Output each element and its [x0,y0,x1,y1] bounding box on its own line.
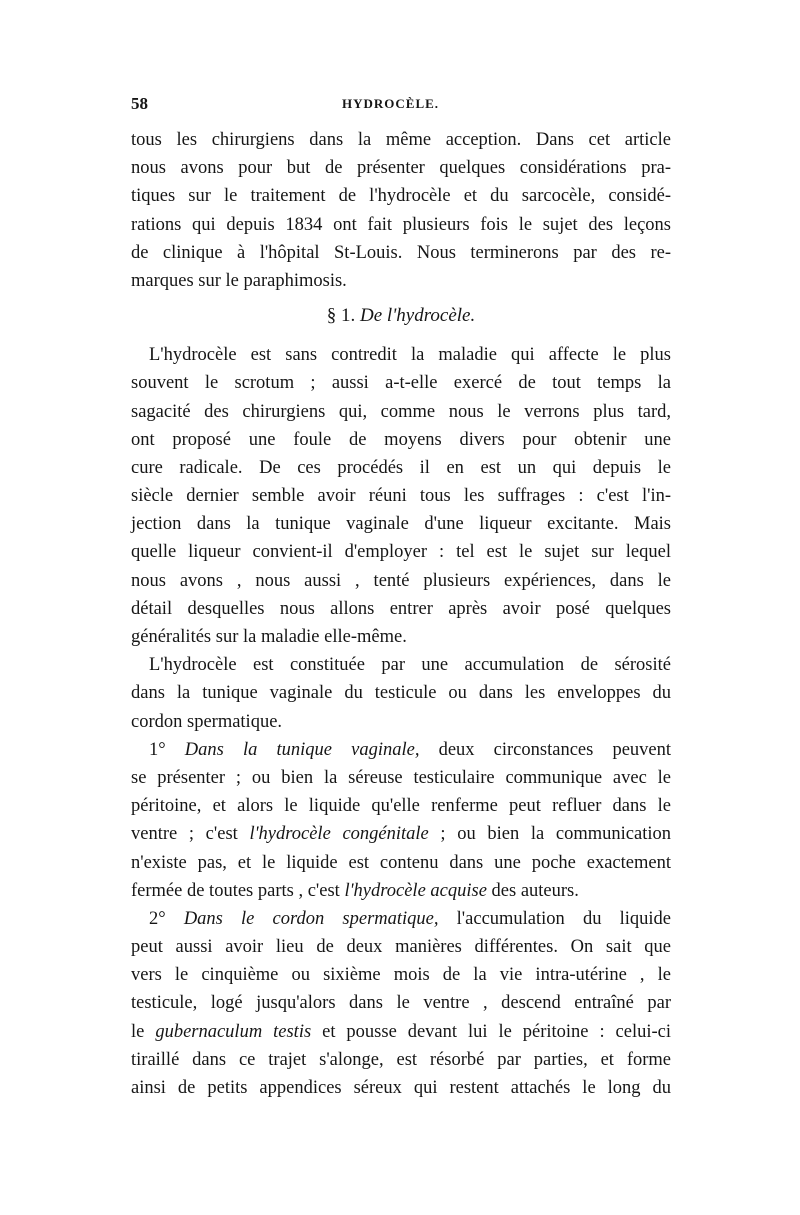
text-run: des auteurs. [486,880,579,901]
text-line: tous les chirurgiens dans la même acception. Dans cet article [131,130,671,150]
italic-term: Dans le cordon spermatique, [183,908,439,929]
paragraph [131,341,671,651]
text-line: généralités sur la maladie elle-même. [131,627,407,647]
running-head: HYDROCÈLE. [342,96,440,111]
text-run: ventre ; c'est [131,824,250,845]
text-run: et pousse devant lui le péritoine : celui-ci [311,1021,672,1042]
section-mark: § 1. [326,305,356,327]
text-line: quelle liqueur convient-il d'employer : tel est le sujet sur lequel [131,542,671,563]
text-line: nous avons pour but de présenter quelques considérations pra- [131,158,671,179]
text-line: n'existe pas, et le liquide est contenu dans une poche exactement [131,852,671,873]
text-line: marques sur le paraphimosis. [131,270,347,291]
list-number: 1° [149,739,166,760]
text-line: sagacité des chirurgiens qui, comme nous le verrons plus tard, [131,401,671,422]
paragraph [131,126,671,295]
text-line: péritoine, et alors le liquide qu'elle renferme peut refluer dans le [131,796,671,817]
text-line: rations qui depuis 1834 ont fait plusieurs fois le sujet des leçons [131,214,671,235]
italic-term: l'hydrocèle acquise [344,880,487,901]
paragraph [131,905,671,1102]
text-line: cure radicale. De ces procédés il en est un qui depuis le [131,457,671,478]
text-line: siècle dernier semble avoir réuni tous les suffrages : c'est l'in- [131,486,671,507]
text-line: détail desquelles nous allons entrer après avoir posé quelques [131,598,671,619]
text-line: nous avons , nous aussi , tenté plusieurs expériences, dans le [131,570,671,591]
text-line [131,905,671,933]
text-run: deux circonstances peuvent [419,739,672,760]
italic-term: gubernaculum testis [155,1021,312,1042]
page-header [131,94,671,116]
text-line: dans la tunique vaginale du testicule ou dans les enveloppes du [131,683,671,704]
text-line: ainsi de petits appendices séreux qui restent attachés le long du [131,1078,671,1098]
text-line: L'hydrocèle est constituée par une accumulation de sérosité [149,655,671,676]
text-line [131,820,671,848]
body-text [131,126,671,1102]
text-run: fermée de toutes parts , c'est [131,880,345,901]
paragraph [131,651,671,736]
paragraph [131,736,671,905]
text-line: ont proposé une foule de moyens divers pour obtenir une [131,429,671,450]
section-title: De l'hydrocèle. [360,305,476,327]
italic-term: l'hydrocèle congénitale [249,824,429,845]
text-run: ; ou bien la communication [428,824,671,845]
italic-term: Dans la tunique vaginale, [184,739,420,760]
text-line: testicule, logé jusqu'alors dans le ventre , descend entraîné par [131,993,671,1014]
section-heading [131,295,671,341]
text-line [131,877,671,905]
text-line: tiques sur le traitement de l'hydrocèle et du sarcocèle, considé- [131,186,671,207]
list-number: 2° [149,908,166,929]
text-line: se présenter ; ou bien la séreuse testiculaire communique avec le [131,767,671,788]
text-line: tiraillé dans ce trajet s'alonge, est résorbé par parties, et forme [131,1049,671,1070]
text-run: le [131,1021,156,1042]
text-line: de clinique à l'hôpital St-Louis. Nous terminerons par des re- [131,242,671,263]
text-line [131,736,671,764]
text-line [131,1018,671,1046]
text-line: jection dans la tunique vaginale d'une liqueur excitante. Mais [131,514,671,535]
text-line: L'hydrocèle est sans contredit la maladie qui affecte le plus [149,345,671,366]
text-line: cordon spermatique. [131,711,283,732]
page-number: 58 [131,94,148,113]
text-line: peut aussi avoir lieu de deux manières différentes. On sait que [131,937,671,958]
text-line: souvent le scrotum ; aussi a-t-elle exercé de tout temps la [131,373,671,394]
text-run: l'accumulation du liquide [438,908,671,929]
text-line: vers le cinquième ou sixième mois de la vie intra-utérine , le [131,965,671,986]
